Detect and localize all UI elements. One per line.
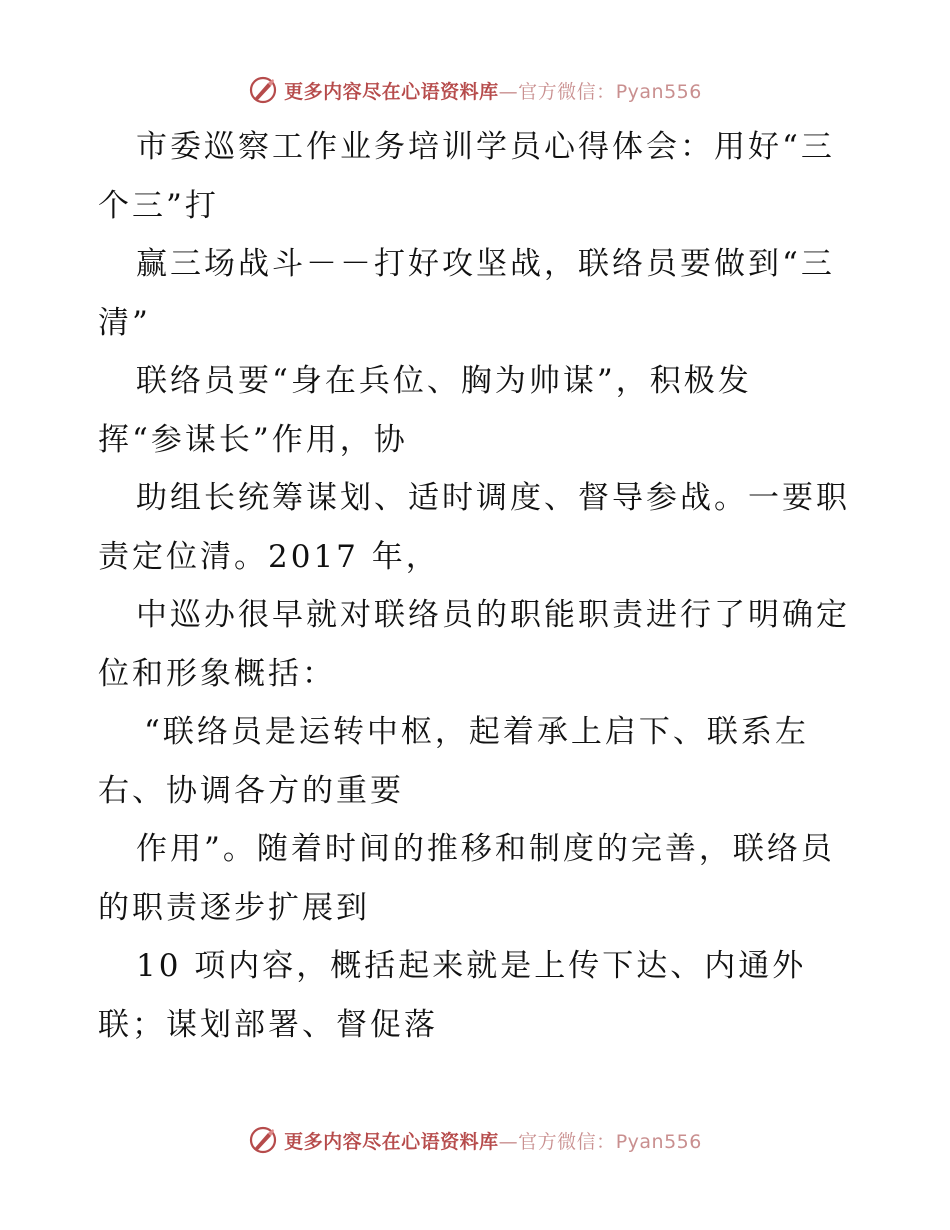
text-line: 作用”。随着时间的推移和制度的完善，联络员 <box>136 831 835 867</box>
text-line: 中巡办很早就对联络员的职能职责进行了明确定 <box>136 597 850 633</box>
text-line: 联；谋划部署、督促落 <box>98 1006 438 1043</box>
watermark-wechat-id: Pyan556 <box>615 80 702 103</box>
watermark-brand: 更多内容尽在心语资料库 <box>284 80 499 103</box>
watermark-separator: — <box>498 80 519 103</box>
quill-logo-icon <box>248 1125 278 1155</box>
document-body <box>98 118 858 1054</box>
watermark-separator: — <box>498 1130 519 1153</box>
text-line: 10 项内容，概括起来就是上传下达、内通外 <box>136 948 807 984</box>
text-line: 助组长统筹谋划、适时调度、督导参战。一要职 <box>136 480 850 516</box>
text-line: 挥“参谋长”作用，协 <box>98 421 408 458</box>
text-line: 个三”打 <box>98 187 219 224</box>
text-line: 位和形象概括： <box>98 655 336 692</box>
text-line: 的职责逐步扩展到 <box>98 889 370 926</box>
watermark-text <box>284 77 702 104</box>
watermark-wechat-label: 官方微信： <box>518 80 616 103</box>
text-line: “联络员是运转中枢，起着承上启下、联系左 <box>144 714 809 750</box>
text-line: 清” <box>98 304 151 341</box>
text-line: 责定位清。2017 年， <box>98 538 440 575</box>
watermark-wechat-id: Pyan556 <box>615 1130 702 1153</box>
watermark-brand: 更多内容尽在心语资料库 <box>284 1130 499 1153</box>
header-watermark <box>0 70 950 110</box>
text-line: 右、协调各方的重要 <box>98 772 404 809</box>
text-line: 联络员要“身在兵位、胸为帅谋”，积极发 <box>136 363 752 399</box>
watermark-wechat-label: 官方微信： <box>518 1130 616 1153</box>
watermark-text <box>284 1127 702 1154</box>
quill-logo-icon <box>248 75 278 105</box>
text-line: 市委巡察工作业务培训学员心得体会：用好“三 <box>136 129 835 165</box>
footer-watermark <box>0 1120 950 1160</box>
text-line: 赢三场战斗－－打好攻坚战，联络员要做到“三 <box>136 246 835 282</box>
